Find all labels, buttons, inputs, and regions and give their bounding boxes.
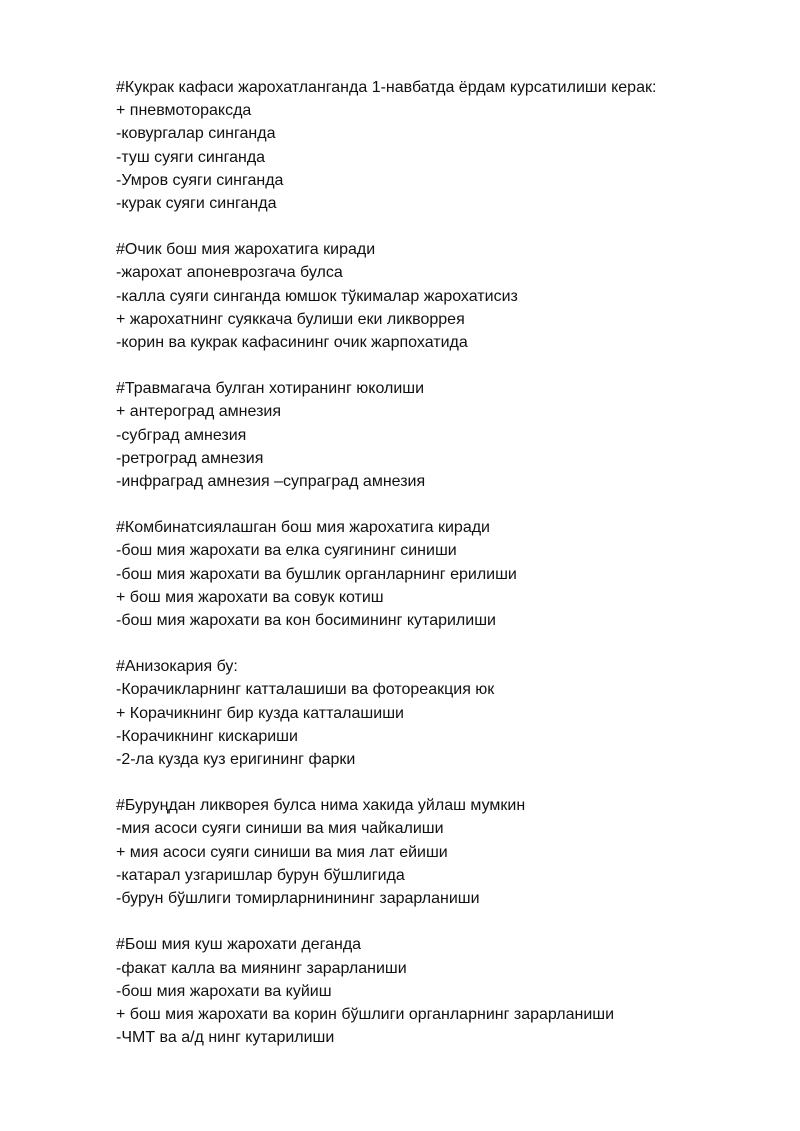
answer-option: -факат калла ва миянинг зарарланиши <box>116 959 407 977</box>
question-block <box>116 238 776 354</box>
question-title: #Травмагача булган хотиранинг юколиши <box>116 380 425 398</box>
answer-option: -бош мия жарохати ва куйиш <box>116 982 332 1000</box>
answer-option: -ретроград амнезия <box>116 449 264 467</box>
answer-option: -субград амнезия <box>116 426 247 444</box>
answer-option: -корин ва кукрак кафасининг очик жарпохатида <box>116 334 468 352</box>
answer-option-correct: + бош мия жарохати ва совук котиш <box>116 588 384 606</box>
answer-option: -мия асоси суяги синиши ва мия чайкалиши <box>116 820 444 838</box>
answer-option: -бурун бўшлиги томирларнинининг зарарланиши <box>116 890 480 908</box>
answer-option-correct: + бош мия жарохати ва корин бўшлиги органларнинг зарарланиши <box>116 1005 615 1023</box>
question-title: #Анизокария бу: <box>116 658 238 676</box>
answer-option: -катарал узгаришлар бурун бўшлигида <box>116 866 405 884</box>
question-block <box>116 76 776 215</box>
question-block <box>116 377 776 493</box>
answer-option: -ЧМТ ва а/д нинг кутарилиши <box>116 1029 335 1047</box>
question-title: #Комбинатсиялашган бош мия жарохатига киради <box>116 519 490 537</box>
answer-option: -ковургалар синганда <box>116 125 276 143</box>
answer-option-correct: + Корачикнинг бир кузда катталашиши <box>116 704 404 722</box>
answer-option: -Умров суяги синганда <box>116 171 284 189</box>
question-block <box>116 655 776 771</box>
answer-option-correct: + жарохатнинг суяккача булиши еки ликворрея <box>116 310 465 328</box>
answer-option: -жарохат апоневрозгача булса <box>116 264 343 282</box>
answer-option: -бош мия жарохати ва бушлик органларнинг ерилиши <box>116 565 517 583</box>
answer-option: -туш суяги синганда <box>116 148 266 166</box>
question-title: #Буруңдан ликворея булса нима хакида уйлаш мумкин <box>116 797 526 815</box>
answer-option: -Корачикларнинг катталашиши ва фотореакция юк <box>116 681 495 699</box>
answer-option: -курак суяги синганда <box>116 195 277 213</box>
answer-option-correct: + антероград амнезия <box>116 403 281 421</box>
question-title: #Кукрак кафаси жарохатланганда 1-навбатда ёрдам курсатилиши керак: <box>116 79 657 96</box>
question-block <box>116 516 776 632</box>
answer-option: -бош мия жарохати ва кон босимининг кутарилиши <box>116 612 496 630</box>
question-block <box>116 933 776 1049</box>
question-title: #Очик бош мия жарохатига киради <box>116 241 376 259</box>
answer-option: -бош мия жарохати ва елка суягининг синиши <box>116 542 457 560</box>
answer-option-correct: + пневмотораксда <box>116 102 252 120</box>
document-body <box>116 76 776 1072</box>
answer-option-correct: + мия асоси суяги синиши ва мия лат ейиши <box>116 843 448 861</box>
question-title: #Бош мия куш жарохати деганда <box>116 936 362 954</box>
answer-option: -инфраград амнезия –супраград амнезия <box>116 473 426 491</box>
answer-option: -Корачикнинг кискариши <box>116 727 298 745</box>
answer-option: -калла суяги синганда юмшок тўкималар жарохатисиз <box>116 287 518 305</box>
question-block <box>116 794 776 910</box>
answer-option: -2-ла кузда куз еригининг фарки <box>116 751 356 769</box>
